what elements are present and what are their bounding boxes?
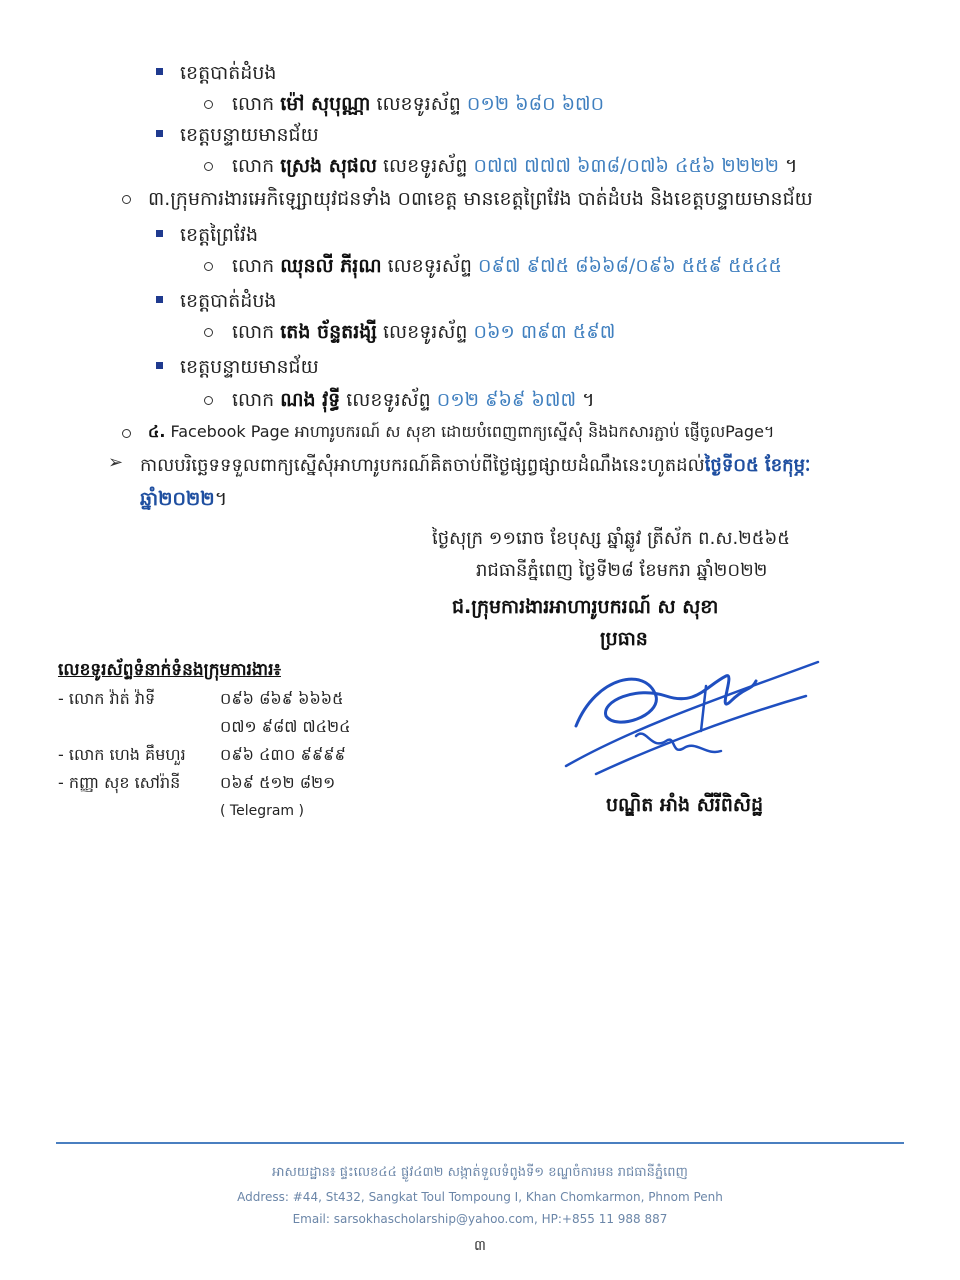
lunar-date: ថ្ងៃសុក្រ ១១រោច ខែបុស្ស ឆ្នាំឆ្លូវ ត្រីស័ក ព.ស.២៥៦៥ (432, 528, 791, 549)
contact-name: ម៉ៅ សុបុណ្ណា (280, 93, 371, 115)
contact-name: ស្រេង សុផល (280, 155, 377, 177)
place-date: រាជធានីភ្នំពេញ ថ្ងៃទី២៨ ខែមករា ឆ្នាំ២០២២ (476, 560, 768, 581)
circle-bullet-icon (204, 100, 213, 109)
contact-line: លោក ណង វុទ្ធី លេខទូរស័ព្ទ ០១២ ៩៦៩ ៦៧៧ ។ (232, 389, 595, 411)
contact-person: - កញ្ញា សុខ សៅរ៉ានី (58, 773, 181, 792)
contact-line: លោក ម៉ៅ សុបុណ្ណា លេខទូរស័ព្ទ ០១២ ៦៨០ ៦៧០ (232, 93, 605, 115)
contact-number: ០៩៦ ៤៣០ ៩៩៩៩ (220, 745, 346, 764)
circle-bullet-icon (122, 429, 131, 438)
province-label: ខេត្តបន្ទាយមានជ័យ (180, 356, 319, 378)
contacts-heading: លេខទូរស័ព្ទទំនាក់ទំនងក្រុមការងារ៖ (58, 660, 281, 680)
footer-address-km: អាសយដ្ឋាន៖ ផ្ទះលេខ៤៤ ផ្លូវ៤៣២ សង្កាត់ទួលទំពូងទី១ ខណ្ឌចំការមន រាជធានីភ្នំពេញ (272, 1165, 688, 1180)
contact-name: តេង ច័ន្ទតរង្សី (280, 321, 377, 343)
contact-number: ០៦៩ ៥១២ ៨២១ (220, 773, 336, 792)
signature (556, 656, 826, 781)
contact-line: លោក តេង ច័ន្ទតរង្សី លេខទូរស័ព្ទ ០៦១ ៣៩៣ ៥៩៧ (232, 321, 616, 343)
page-number: ៣ (474, 1238, 486, 1254)
group-heading: ៣.ក្រុមការងារអេកិឡ្សោយុវជនទាំង ០៣ខេត្ត មានខេត្តព្រៃវែង បាត់ដំបង និងខេត្តបន្ទាយមានជ័យ (148, 188, 813, 210)
contact-phone: ០៦១ ៣៩៣ ៥៩៧ (473, 321, 616, 343)
square-bullet-icon (156, 362, 163, 369)
contact-number: ០៧១ ៩៨៧ ៧៤២៤ (220, 717, 351, 736)
contact-phone: ០៩៧ ៩៧៥ ៨៦៦៨/០៩៦ ៥៥៩ ៥៥៤៥ (478, 255, 782, 277)
footer-divider (56, 1142, 904, 1144)
contact-phone: ០១២ ៦៨០ ៦៧០ (466, 93, 605, 115)
contact-name: ឈុនលី ភីរុណ (280, 255, 382, 277)
signer-role: ប្រធាន (600, 628, 648, 650)
circle-bullet-icon (204, 328, 213, 337)
square-bullet-icon (156, 296, 163, 303)
facebook-item: ៤. Facebook Page អាហារូបករណ៍ ស សុខា ដោយបំពេញពាក្យស្នើសុំ និងឯកសារភ្ជាប់ ផ្ញើចូលPage។ (148, 422, 775, 441)
circle-bullet-icon (204, 396, 213, 405)
deadline-date: ថ្ងៃទី០៥ ខែកុម្ភៈ (704, 455, 811, 476)
circle-bullet-icon (204, 262, 213, 271)
province-label: ខេត្តព្រៃវែង (180, 224, 259, 246)
contact-number: ០៩៦ ៨៦៩ ៦៦៦៥ (220, 689, 344, 708)
contact-number: ( Telegram ) (220, 803, 304, 819)
contact-line: លោក ស្រេង សុផល លេខទូរស័ព្ទ ០៧៧ ៧៧៧ ៦៣៨/០៧៦ ៤៥៦ ២២២២ ។ (232, 155, 798, 177)
signer-name: បណ្ឌិត អាំង សីរីពិសិដ្ឋ (606, 794, 764, 816)
contact-line: លោក ឈុនលី ភីរុណ លេខទូរស័ព្ទ ០៩៧ ៩៧៥ ៨៦៦៨/០៩៦ ៥៥៩ ៥៥៤៥ (232, 255, 782, 277)
contact-person: - លោក ហេង គឹមហួរ (58, 745, 186, 764)
contact-phone: ០១២ ៩៦៩ ៦៧៧ (436, 389, 577, 411)
deadline-year: ឆ្នាំ២០២២។ (140, 488, 228, 510)
circle-bullet-icon (122, 195, 131, 204)
organization-name: ជ.ក្រុមការងារអាហារូបករណ៍ ស សុខា (452, 596, 719, 618)
contact-phone: ០៧៧ ៧៧៧ ៦៣៨/០៧៦ ៤៥៦ ២២២២ (473, 155, 779, 177)
province-label: ខេត្តបាត់ដំបង (180, 290, 277, 312)
province-label: ខេត្តបាត់ដំបង (180, 62, 277, 84)
arrow-bullet-icon: ➢ (108, 452, 124, 473)
square-bullet-icon (156, 130, 163, 137)
contact-name: ណង វុទ្ធី (280, 389, 341, 411)
province-label: ខេត្តបន្ទាយមានជ័យ (180, 124, 319, 146)
footer-contact: Email: sarsokhascholarship@yahoo.com, HP:+855 11 988 887 (292, 1212, 668, 1226)
circle-bullet-icon (204, 162, 213, 171)
square-bullet-icon (156, 68, 163, 75)
footer-address-en: Address: #44, St432, Sangkat Toul Tompoung I, Khan Chomkarmon, Phnom Penh (237, 1190, 723, 1204)
deadline-text: កាលបរិច្ឆេទទទួលពាក្យស្នើសុំអាហារូបករណ៍គិតចាប់ពីថ្ងៃផ្សព្វផ្សាយដំណឹងនេះហូតដល់ថ្ងៃទី០៥ ខែកុម្ភៈ (140, 455, 811, 476)
square-bullet-icon (156, 230, 163, 237)
contact-person: - លោក វ៉ាត់ វ៉ាទី (58, 689, 156, 708)
